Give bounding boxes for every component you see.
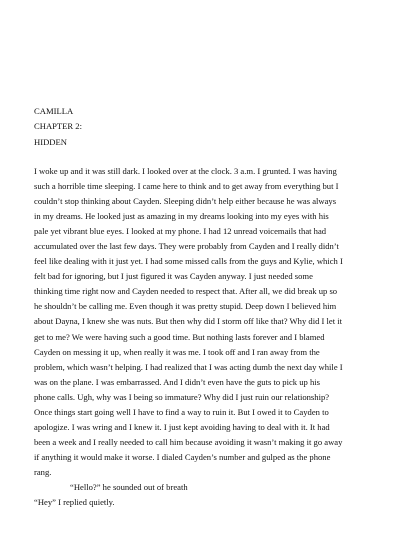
paragraph-line: problem, which wasn’t helping. I had realized that I was acting dumb the next day while I [34,361,343,372]
paragraph-line: he shouldn’t be calling me. Even though it was pretty stupid. Deep down I believed him [34,301,337,312]
paragraph-line: thinking time right now and Cayden needed to respect that. After all, we did break up so [34,286,338,297]
paragraph-line: apologize. I was wring and I knew it. I just kept avoiding having to deal with it. It had [34,421,330,432]
paragraph-line: accumulated over the last few days. They were probably from Cayden and I really didn’t [34,241,339,252]
paragraph-line: been a week and I really needed to call him because avoiding it wasn’t making it go away [34,436,343,447]
paragraph-line: couldn’t stop thinking about Cayden. Sleeping didn’t help either because he was always [34,196,337,207]
paragraph-line: felt bad for ignoring, but I just figured it was Cayden anyway. I just needed some [34,271,313,282]
paragraph-line: Once things start going well I have to find a way to ruin it. But I owed it to Cayden to [34,406,329,417]
paragraph-line: if anything it would make it worse. I dialed Cayden’s number and gulped as the phone [34,451,331,462]
paragraph-line: I woke up and it was still dark. I looked over at the clock. 3 a.m. I grunted. I was having [34,166,337,176]
character-name: CAMILLA [34,106,74,116]
paragraph-line: about Dayna, I knew she was nuts. But then why did I storm off like that? Why did I let it [34,316,343,327]
chapter-title: HIDDEN [34,136,67,147]
chapter-body [34,164,394,510]
paragraph-line: feel like dealing with it just yet. I had some missed calls from the guys and Kylie, which I [34,256,343,267]
dialogue-line: “Hey” I replied quietly. [34,497,115,508]
paragraph-line: Cayden on messing it up, when really it was me. I took off and I ran away from the [34,346,320,357]
paragraph-line: get to me? We were having such a good time. But nothing lasts forever and I blamed [34,331,325,342]
paragraph [34,164,394,480]
paragraph-line: rang. [34,466,52,477]
paragraph-line: such a horrible time sleeping. I came here to think and to get away from everything but I [34,181,339,192]
paragraph-line: in my dreams. He looked just as amazing in my dreams looking into my eyes with his [34,211,329,222]
paragraph-line: pale yet vibrant blue eyes. I looked at my phone. I had 12 unread voicemails that had [34,226,327,237]
paragraph-line: was on the plane. I was embarrassed. And I didn’t even have the guts to pick up his [34,376,320,387]
paragraph-line: phone calls. Ugh, why was I being so immature? Why did I just ruin our relationship? [34,391,330,402]
chapter-number: CHAPTER 2: [34,121,82,132]
chapter-header [34,104,82,150]
dialogue-line: “Hello?” he sounded out of breath [70,481,188,492]
